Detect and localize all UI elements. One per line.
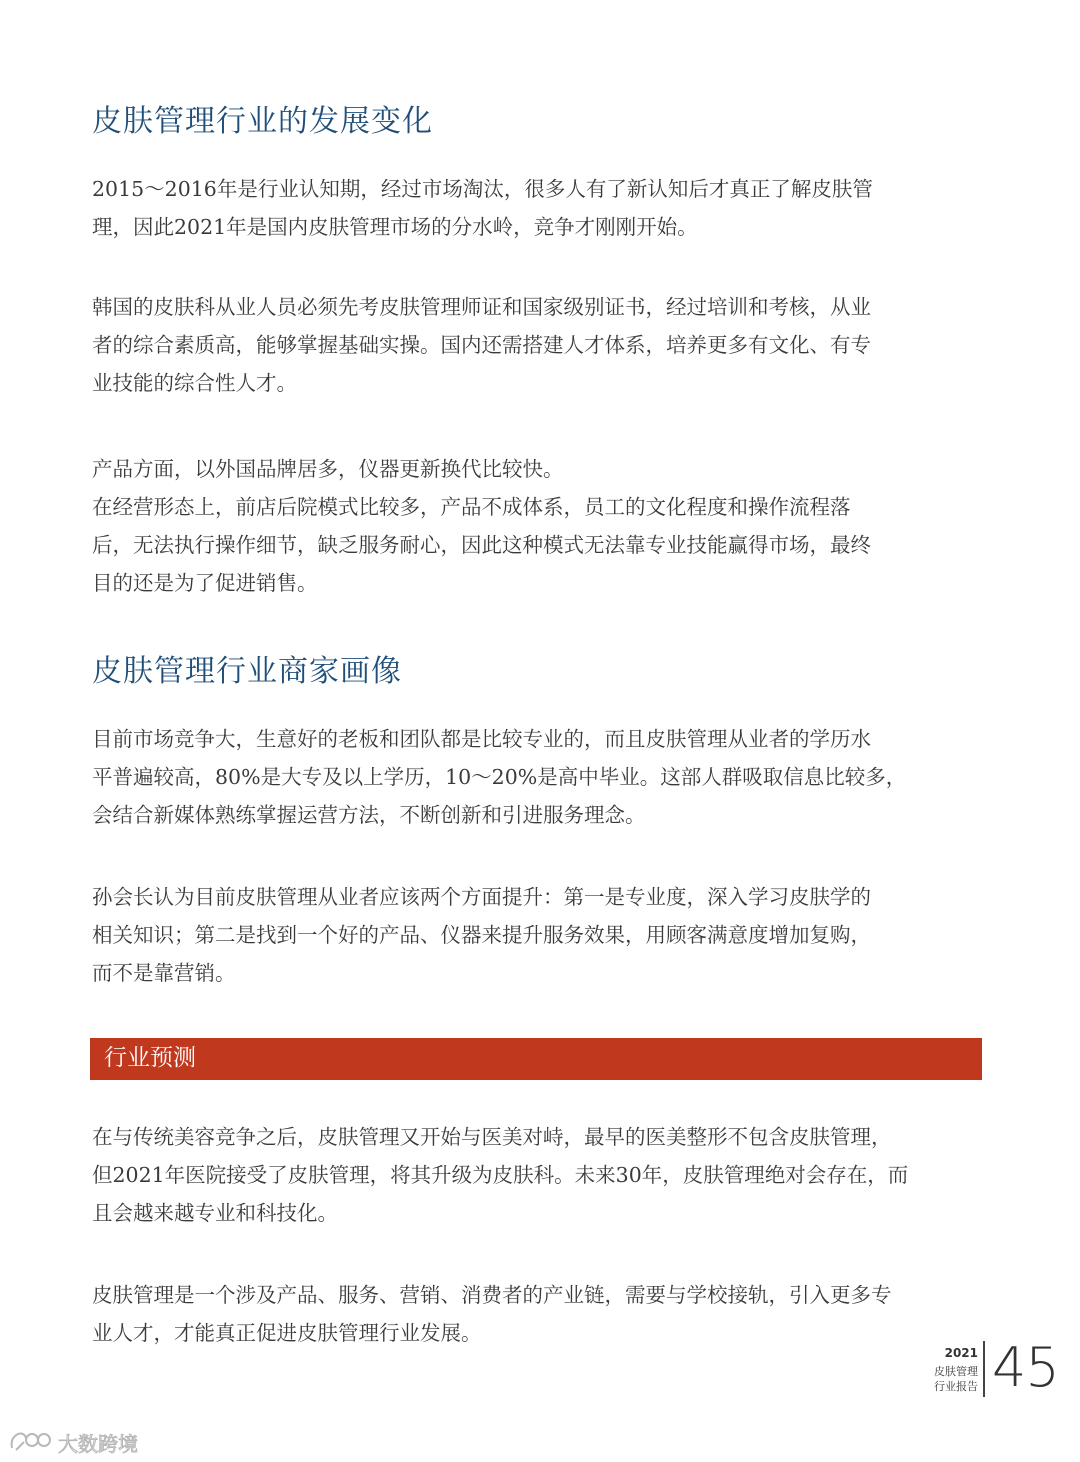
footer-report-line1: 皮肤管理 bbox=[934, 1365, 978, 1378]
paragraph-line: 会结合新媒体熟练掌握运营方法，不断创新和引进服务理念。 bbox=[92, 803, 646, 827]
paragraph-line: 产品方面，以外国品牌居多，仪器更新换代比较快。 bbox=[92, 457, 564, 481]
paragraph-market-competition bbox=[92, 720, 992, 834]
paragraph-industry-chain bbox=[92, 1276, 992, 1352]
paragraph-line: 皮肤管理是一个涉及产品、服务、营销、消费者的产业链，需要与学校接轨，引入更多专 bbox=[92, 1283, 892, 1307]
paragraph-line: 目的还是为了促进销售。 bbox=[92, 571, 318, 595]
paragraph-korea-certification bbox=[92, 288, 992, 402]
footer-divider bbox=[983, 1341, 985, 1397]
section-banner-forecast bbox=[90, 1038, 982, 1080]
paragraph-line: 韩国的皮肤科从业人员必须先考皮肤管理师证和国家级别证书，经过培训和考核，从业 bbox=[92, 295, 871, 319]
paragraph-products-business bbox=[92, 450, 992, 602]
paragraph-medical-beauty bbox=[92, 1118, 992, 1232]
paragraph-line: 而不是靠营销。 bbox=[92, 961, 236, 985]
watermark-text: 大数跨境 bbox=[58, 1431, 138, 1456]
paragraph-line: 者的综合素质高，能够掌握基础实操。国内还需搭建人才体系，培养更多有文化、有专 bbox=[92, 333, 871, 357]
paragraph-line: 相关知识；第二是找到一个好的产品、仪器来提升服务效果，用顾客满意度增加复购， bbox=[92, 923, 871, 947]
banner-title: 行业预测 bbox=[104, 1045, 196, 1071]
paragraph-line: 理，因此2021年是国内皮肤管理市场的分水岭，竞争才刚刚开始。 bbox=[92, 215, 698, 239]
page-number: 45 bbox=[992, 1336, 1059, 1399]
paragraph-chairman-view bbox=[92, 878, 992, 992]
paragraph-line: 业技能的综合性人才。 bbox=[92, 371, 297, 395]
section-heading-development: 皮肤管理行业的发展变化 bbox=[92, 104, 433, 139]
paragraph-line: 2015～2016年是行业认知期，经过市场淘汰，很多人有了新认知后才真正了解皮肤管 bbox=[92, 177, 873, 201]
paragraph-awareness-period bbox=[92, 170, 992, 246]
paragraph-line: 但2021年医院接受了皮肤管理，将其升级为皮肤科。未来30年，皮肤管理绝对会存在，而 bbox=[92, 1163, 909, 1187]
paragraph-line: 平普遍较高，80%是大专及以上学历，10～20%是高中毕业。这部人群吸取信息比较多， bbox=[92, 765, 907, 789]
paragraph-line: 且会越来越专业和科技化。 bbox=[92, 1201, 338, 1225]
footer-year: 2021 bbox=[944, 1346, 978, 1360]
paragraph-line: 在与传统美容竞争之后，皮肤管理又开始与医美对峙，最早的医美整形不包含皮肤管理， bbox=[92, 1125, 892, 1149]
watermark bbox=[8, 1426, 138, 1458]
footer-report-line2: 行业报告 bbox=[934, 1380, 978, 1393]
section-heading-merchant-profile: 皮肤管理行业商家画像 bbox=[92, 654, 402, 689]
paragraph-line: 业人才，才能真正促进皮肤管理行业发展。 bbox=[92, 1321, 482, 1345]
paragraph-line: 在经营形态上，前店后院模式比较多，产品不成体系，员工的文化程度和操作流程落 bbox=[92, 495, 851, 519]
paragraph-line: 孙会长认为目前皮肤管理从业者应该两个方面提升：第一是专业度，深入学习皮肤学的 bbox=[92, 885, 871, 909]
paragraph-line: 后，无法执行操作细节，缺乏服务耐心，因此这种模式无法靠专业技能赢得市场，最终 bbox=[92, 533, 871, 557]
bigdata-logo-icon bbox=[8, 1428, 54, 1456]
paragraph-line: 目前市场竞争大，生意好的老板和团队都是比较专业的，而且皮肤管理从业者的学历水 bbox=[92, 727, 871, 751]
